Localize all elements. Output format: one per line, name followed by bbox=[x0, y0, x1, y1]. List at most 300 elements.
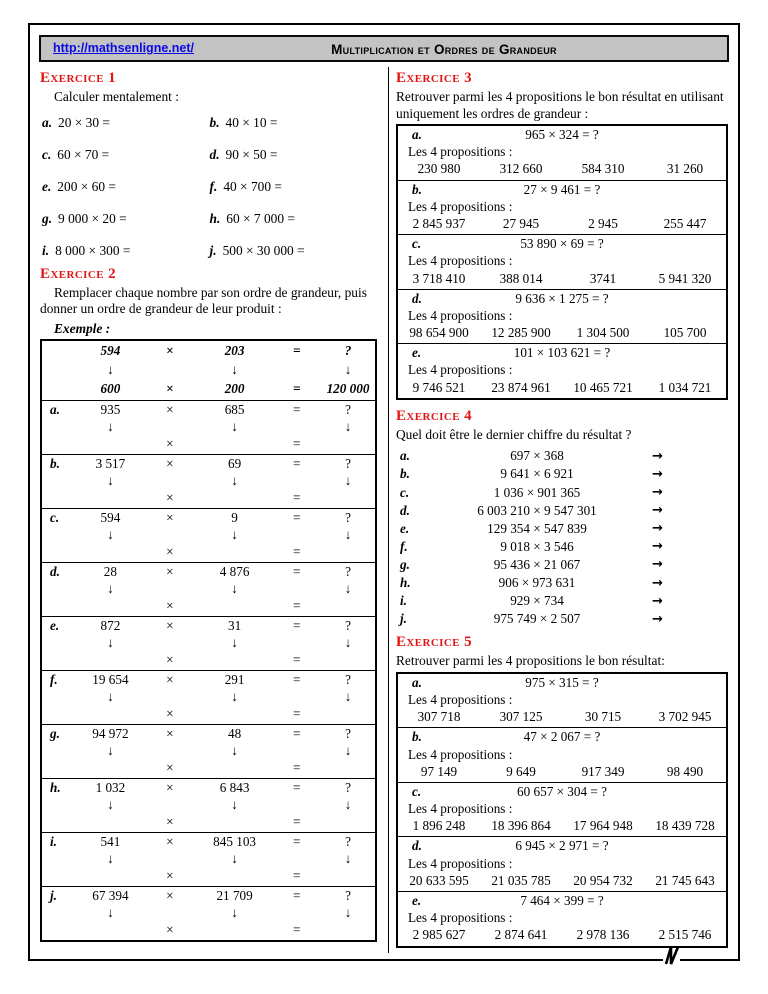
right-arrow-icon: → bbox=[652, 611, 663, 627]
factor-2: 48 bbox=[228, 726, 242, 741]
factor-1: 541 bbox=[100, 834, 121, 849]
propositions-label: Les 4 propositions : bbox=[408, 801, 513, 817]
equals-sign: = bbox=[292, 456, 301, 471]
equals-sign: = bbox=[292, 510, 301, 525]
mental-calc-item bbox=[42, 179, 210, 195]
example-factor-1: 594 bbox=[100, 343, 121, 358]
ex5-equation-line bbox=[398, 784, 726, 801]
exercise-3 bbox=[396, 70, 728, 400]
ex2-row-line-2 bbox=[42, 419, 375, 436]
down-arrow-icon: ↓ bbox=[231, 797, 238, 812]
ex4-row bbox=[396, 538, 728, 556]
times-sign: × bbox=[166, 490, 174, 505]
ex4-row bbox=[396, 465, 728, 483]
ex3-equation-line bbox=[398, 345, 726, 362]
ex2-example-row bbox=[42, 341, 375, 400]
expression: 906 × 973 631 bbox=[498, 575, 576, 591]
times-sign: × bbox=[166, 834, 174, 849]
row-letter: d. bbox=[412, 838, 422, 854]
ex2-row bbox=[42, 778, 375, 832]
ex3-equation-line bbox=[398, 182, 726, 199]
item-letter: h. bbox=[209, 210, 221, 226]
ex2-row-line-3 bbox=[42, 922, 375, 939]
expression: 95 436 × 21 067 bbox=[493, 556, 581, 572]
down-arrow-icon: ↓ bbox=[344, 581, 352, 596]
propositions-label: Les 4 propositions : bbox=[408, 307, 513, 323]
row-letter: c. bbox=[400, 484, 410, 500]
proposition-1: 3 718 410 bbox=[412, 270, 466, 286]
proposition-3: 30 715 bbox=[584, 709, 622, 725]
equals-sign: = bbox=[292, 922, 301, 937]
proposition-1: 20 633 595 bbox=[409, 872, 469, 888]
proposition-1: 307 718 bbox=[417, 709, 461, 725]
example-label: Exemple : bbox=[54, 320, 111, 336]
equation: 47 × 2 067 = ? bbox=[523, 729, 601, 745]
row-letter: e. bbox=[412, 345, 422, 361]
proposition-4: 105 700 bbox=[663, 325, 707, 341]
right-column bbox=[389, 67, 728, 953]
item-expression: 60 × 70 = bbox=[57, 146, 110, 162]
times-sign: × bbox=[166, 564, 174, 579]
factor-1: 67 394 bbox=[92, 888, 129, 903]
ex5-row bbox=[398, 891, 726, 946]
equation: 9 636 × 1 275 = ? bbox=[515, 290, 609, 306]
ex4-list bbox=[396, 447, 728, 628]
down-arrow-icon: ↓ bbox=[107, 743, 114, 758]
ex2-table bbox=[40, 339, 377, 942]
propositions-values bbox=[398, 161, 726, 178]
site-link[interactable]: http://mathsenligne.net/ bbox=[53, 41, 194, 55]
right-arrow-icon: → bbox=[652, 485, 663, 501]
ex5-equation-line bbox=[398, 893, 726, 910]
ex4-row bbox=[396, 502, 728, 520]
result-question-mark: ? bbox=[345, 888, 351, 903]
exercise-1 bbox=[40, 70, 377, 259]
ex3-row bbox=[398, 289, 726, 344]
ex2-row-line-3 bbox=[42, 598, 375, 615]
row-letter: b. bbox=[400, 466, 410, 482]
result-question-mark: ? bbox=[345, 564, 351, 579]
item-expression: 500 × 30 000 = bbox=[222, 242, 305, 258]
example-line-2 bbox=[42, 361, 375, 380]
exercise-5 bbox=[396, 634, 728, 947]
times-sign: × bbox=[166, 760, 174, 775]
factor-1: 28 bbox=[103, 564, 117, 579]
ex2-row-line-2 bbox=[42, 743, 375, 760]
ex2-row-line-3 bbox=[42, 814, 375, 831]
equals-sign: = bbox=[292, 672, 301, 687]
equals-sign: = bbox=[292, 544, 301, 559]
right-arrow-icon: → bbox=[652, 448, 663, 464]
ex2-row-line-1 bbox=[42, 402, 375, 419]
proposition-4: 31 260 bbox=[666, 161, 704, 177]
down-arrow-icon: ↓ bbox=[231, 851, 238, 866]
ex2-row-line-1 bbox=[42, 510, 375, 527]
result-question-mark: ? bbox=[345, 672, 351, 687]
ex3-row bbox=[398, 180, 726, 235]
proposition-2: 312 660 bbox=[499, 161, 543, 177]
down-arrow-icon: ↓ bbox=[107, 473, 114, 488]
proposition-1: 2 985 627 bbox=[412, 927, 466, 943]
proposition-4: 21 745 643 bbox=[655, 872, 715, 888]
ex5-row bbox=[398, 727, 726, 782]
down-arrow-icon: ↓ bbox=[107, 362, 114, 377]
mental-calc-item bbox=[210, 115, 378, 131]
header-bar bbox=[39, 35, 729, 62]
ex5-row bbox=[398, 674, 726, 728]
times-sign: × bbox=[166, 888, 174, 903]
row-letter: i. bbox=[50, 834, 57, 849]
item-expression: 200 × 60 = bbox=[57, 178, 116, 194]
factor-1: 935 bbox=[100, 402, 121, 417]
down-arrow-icon: ↓ bbox=[344, 851, 352, 866]
expression: 9 641 × 6 921 bbox=[500, 466, 574, 482]
proposition-2: 27 945 bbox=[502, 215, 540, 231]
example-magnitude-product: 120 000 bbox=[326, 381, 370, 396]
row-letter: h. bbox=[400, 575, 411, 591]
row-letter: c. bbox=[412, 236, 422, 252]
down-arrow-icon: ↓ bbox=[344, 689, 352, 704]
ex2-row-line-1 bbox=[42, 834, 375, 851]
proposition-2: 18 396 864 bbox=[491, 818, 551, 834]
row-letter: b. bbox=[412, 181, 422, 197]
down-arrow-icon: ↓ bbox=[344, 527, 352, 542]
item-expression: 8 000 × 300 = bbox=[55, 242, 131, 258]
equals-sign: = bbox=[292, 834, 301, 849]
propositions-label: Les 4 propositions : bbox=[408, 253, 513, 269]
ex3-row bbox=[398, 343, 726, 398]
ex5-equation-line bbox=[398, 675, 726, 692]
mental-calc-item bbox=[210, 243, 378, 259]
proposition-4: 18 439 728 bbox=[655, 818, 715, 834]
propositions-label: Les 4 propositions : bbox=[408, 910, 513, 926]
down-arrow-icon: ↓ bbox=[231, 689, 238, 704]
page-continuation-mark bbox=[654, 941, 694, 971]
down-arrow-icon: ↓ bbox=[107, 797, 114, 812]
times-sign: × bbox=[166, 436, 174, 451]
equals-sign: = bbox=[292, 814, 301, 829]
ex3-row bbox=[398, 234, 726, 289]
proposition-4: 255 447 bbox=[663, 215, 707, 231]
ex5-row bbox=[398, 836, 726, 891]
equation: 6 945 × 2 971 = ? bbox=[515, 838, 609, 854]
propositions-values bbox=[398, 873, 726, 890]
factor-2: 291 bbox=[224, 672, 245, 687]
mental-calc-item bbox=[42, 211, 210, 227]
ex2-row bbox=[42, 616, 375, 670]
exercise-4-heading: Exercice 4 bbox=[396, 407, 472, 424]
left-column bbox=[40, 67, 389, 953]
ex5-equation-line bbox=[398, 729, 726, 746]
columns bbox=[40, 67, 728, 953]
ex2-row-line-1 bbox=[42, 888, 375, 905]
equation: 7 464 × 399 = ? bbox=[520, 893, 604, 908]
expression: 129 354 × 547 839 bbox=[487, 520, 587, 536]
example-magnitude-1: 600 bbox=[100, 381, 121, 396]
equals-sign: = bbox=[292, 436, 301, 451]
times-sign: × bbox=[166, 652, 174, 667]
ex2-row-line-3 bbox=[42, 544, 375, 561]
propositions-label: Les 4 propositions : bbox=[408, 746, 513, 762]
exercise-4-intro: Quel doit être le dernier chiffre du résultat ? bbox=[396, 426, 632, 442]
result-question-mark: ? bbox=[345, 726, 351, 741]
factor-1: 94 972 bbox=[92, 726, 129, 741]
item-letter: i. bbox=[42, 242, 50, 258]
row-letter: d. bbox=[412, 290, 422, 306]
down-arrow-icon: ↓ bbox=[344, 473, 352, 488]
proposition-4: 5 941 320 bbox=[658, 270, 712, 286]
down-arrow-icon: ↓ bbox=[231, 473, 238, 488]
proposition-2: 388 014 bbox=[499, 270, 543, 286]
proposition-2: 21 035 785 bbox=[491, 872, 551, 888]
down-arrow-icon: ↓ bbox=[231, 362, 238, 377]
ex2-row-line-3 bbox=[42, 436, 375, 453]
propositions-label: Les 4 propositions : bbox=[408, 362, 513, 378]
equals-sign: = bbox=[292, 490, 301, 505]
equals-sign: = bbox=[292, 760, 301, 775]
factor-2: 4 876 bbox=[219, 564, 250, 579]
document-title: Multiplication et Ordres de Grandeur bbox=[331, 42, 557, 57]
proposition-1: 98 654 900 bbox=[409, 325, 469, 341]
ex2-row-line-3 bbox=[42, 760, 375, 777]
row-letter: d. bbox=[50, 564, 60, 579]
item-letter: b. bbox=[209, 114, 220, 130]
ex2-row bbox=[42, 400, 375, 454]
row-letter: h. bbox=[50, 780, 61, 795]
down-arrow-icon: ↓ bbox=[344, 905, 352, 920]
down-arrow-icon: ↓ bbox=[107, 581, 114, 596]
ex2-row-line-2 bbox=[42, 905, 375, 922]
propositions-values bbox=[398, 216, 726, 233]
result-question-mark: ? bbox=[345, 510, 351, 525]
equals-sign: = bbox=[292, 868, 301, 883]
row-letter: g. bbox=[50, 726, 60, 741]
down-arrow-icon: ↓ bbox=[107, 851, 114, 866]
times-sign: × bbox=[166, 726, 174, 741]
factor-2: 6 843 bbox=[219, 780, 250, 795]
exercise-2-intro: Remplacer chaque nombre par son ordre de grandeur, puis donner un ordre de grandeur de leur produit : bbox=[40, 284, 367, 316]
item-expression: 9 000 × 20 = bbox=[58, 210, 127, 226]
row-letter: d. bbox=[400, 502, 410, 518]
result-question-mark: ? bbox=[345, 834, 351, 849]
equals-sign: = bbox=[292, 402, 301, 417]
ex4-row bbox=[396, 447, 728, 465]
ex2-row bbox=[42, 832, 375, 886]
ex2-row-line-3 bbox=[42, 868, 375, 885]
down-arrow-icon: ↓ bbox=[231, 581, 238, 596]
row-letter: i. bbox=[400, 593, 407, 609]
propositions-values bbox=[398, 380, 726, 397]
ex2-row-line-1 bbox=[42, 456, 375, 473]
row-letter: a. bbox=[400, 448, 410, 464]
exercise-5-heading: Exercice 5 bbox=[396, 634, 472, 651]
propositions-values bbox=[398, 271, 726, 288]
example-line-1 bbox=[42, 342, 375, 361]
down-arrow-icon: ↓ bbox=[231, 527, 238, 542]
equals-sign: = bbox=[292, 564, 301, 579]
down-arrow-icon: ↓ bbox=[344, 635, 352, 650]
item-expression: 90 × 50 = bbox=[225, 146, 278, 162]
ex2-row bbox=[42, 454, 375, 508]
proposition-2: 12 285 900 bbox=[491, 325, 551, 341]
ex5-equation-line bbox=[398, 838, 726, 855]
down-arrow-icon: ↓ bbox=[107, 527, 114, 542]
ex5-table bbox=[396, 672, 728, 948]
down-arrow-icon: ↓ bbox=[231, 743, 238, 758]
down-arrow-icon: ↓ bbox=[344, 362, 352, 377]
row-letter: c. bbox=[412, 783, 422, 799]
proposition-3: 10 465 721 bbox=[573, 379, 633, 395]
ex2-row-line-1 bbox=[42, 618, 375, 635]
row-letter: e. bbox=[50, 618, 60, 633]
equals-sign: = bbox=[292, 598, 301, 613]
times-sign: × bbox=[166, 381, 174, 396]
ex2-row-line-2 bbox=[42, 851, 375, 868]
propositions-label: Les 4 propositions : bbox=[408, 691, 513, 707]
row-letter: j. bbox=[50, 888, 57, 903]
row-letter: a. bbox=[412, 127, 422, 142]
mental-calc-item bbox=[42, 115, 210, 131]
ex2-row-line-3 bbox=[42, 706, 375, 723]
down-arrow-icon: ↓ bbox=[344, 743, 352, 758]
equation: 60 657 × 304 = ? bbox=[517, 783, 607, 799]
proposition-3: 3741 bbox=[589, 270, 617, 286]
equation: 27 × 9 461 = ? bbox=[523, 181, 601, 197]
proposition-4: 98 490 bbox=[666, 763, 704, 779]
propositions-label: Les 4 propositions : bbox=[408, 198, 513, 214]
item-expression: 20 × 30 = bbox=[58, 114, 110, 130]
times-sign: × bbox=[166, 706, 174, 721]
ex4-row bbox=[396, 484, 728, 502]
ex4-row bbox=[396, 610, 728, 628]
equals-sign: = bbox=[292, 381, 301, 396]
mental-calc-item bbox=[210, 179, 378, 195]
down-arrow-icon: ↓ bbox=[107, 419, 114, 434]
ex5-row bbox=[398, 782, 726, 837]
result-question-mark: ? bbox=[345, 456, 351, 471]
equation: 975 × 315 = ? bbox=[525, 674, 599, 690]
factor-1: 872 bbox=[100, 618, 121, 633]
propositions-label: Les 4 propositions : bbox=[408, 855, 513, 871]
right-arrow-icon: → bbox=[652, 557, 663, 573]
ex3-equation-line bbox=[398, 127, 726, 144]
proposition-1: 1 896 248 bbox=[412, 818, 466, 834]
proposition-3: 17 964 948 bbox=[573, 818, 633, 834]
equals-sign: = bbox=[292, 780, 301, 795]
row-letter: e. bbox=[400, 520, 410, 536]
proposition-1: 97 149 bbox=[420, 763, 458, 779]
exercise-1-items bbox=[42, 115, 377, 259]
ex2-row-line-1 bbox=[42, 780, 375, 797]
ex4-row bbox=[396, 592, 728, 610]
mental-calc-item bbox=[210, 211, 378, 227]
exercise-1-intro: Calculer mentalement : bbox=[54, 89, 179, 104]
ex2-row-line-1 bbox=[42, 672, 375, 689]
propositions-values bbox=[398, 325, 726, 342]
exercise-4 bbox=[396, 408, 728, 628]
ex2-row-line-3 bbox=[42, 652, 375, 669]
ex2-row-line-2 bbox=[42, 473, 375, 490]
result-question-mark: ? bbox=[345, 618, 351, 633]
proposition-3: 2 978 136 bbox=[576, 927, 630, 943]
proposition-1: 2 845 937 bbox=[412, 215, 466, 231]
row-letter: b. bbox=[50, 456, 60, 471]
right-arrow-icon: → bbox=[652, 575, 663, 591]
times-sign: × bbox=[166, 544, 174, 559]
down-arrow-icon: ↓ bbox=[107, 905, 114, 920]
proposition-2: 2 874 641 bbox=[494, 927, 548, 943]
ex3-equation-line bbox=[398, 291, 726, 308]
item-letter: a. bbox=[42, 114, 53, 130]
ex2-row-line-1 bbox=[42, 564, 375, 581]
times-sign: × bbox=[166, 598, 174, 613]
equation: 53 890 × 69 = ? bbox=[520, 236, 604, 252]
exercise-2 bbox=[40, 266, 377, 942]
ex2-row-line-2 bbox=[42, 581, 375, 598]
equals-sign: = bbox=[292, 888, 301, 903]
right-arrow-icon: → bbox=[652, 593, 663, 609]
exercise-2-heading: Exercice 2 bbox=[40, 265, 116, 282]
proposition-1: 230 980 bbox=[417, 161, 461, 177]
proposition-3: 917 349 bbox=[581, 763, 625, 779]
example-factor-2: 203 bbox=[224, 343, 245, 358]
factor-1: 3 517 bbox=[95, 456, 126, 471]
proposition-3: 1 304 500 bbox=[576, 325, 630, 341]
down-arrow-icon: ↓ bbox=[107, 689, 114, 704]
proposition-2: 9 649 bbox=[506, 763, 536, 779]
factor-2: 31 bbox=[228, 618, 242, 633]
result-question-mark: ? bbox=[345, 780, 351, 795]
expression: 697 × 368 bbox=[510, 448, 564, 464]
equals-sign: = bbox=[292, 618, 301, 633]
down-arrow-icon: ↓ bbox=[107, 635, 114, 650]
down-arrow-icon: ↓ bbox=[231, 419, 238, 434]
row-letter: c. bbox=[50, 510, 60, 525]
down-arrow-icon: ↓ bbox=[344, 797, 352, 812]
worksheet-page bbox=[28, 23, 740, 961]
down-arrow-icon: ↓ bbox=[231, 635, 238, 650]
factor-2: 685 bbox=[224, 402, 245, 417]
example-result: ? bbox=[344, 343, 352, 358]
row-letter: a. bbox=[412, 674, 422, 690]
item-letter: d. bbox=[209, 146, 220, 162]
down-arrow-icon: ↓ bbox=[231, 905, 238, 920]
ex4-row bbox=[396, 574, 728, 592]
right-arrow-icon: → bbox=[652, 503, 663, 519]
factor-1: 19 654 bbox=[92, 672, 129, 687]
propositions-values bbox=[398, 709, 726, 726]
times-sign: × bbox=[166, 402, 174, 417]
times-sign: × bbox=[166, 618, 174, 633]
item-letter: j. bbox=[209, 242, 217, 258]
ex2-row-line-1 bbox=[42, 726, 375, 743]
proposition-4: 1 034 721 bbox=[658, 379, 712, 395]
expression: 6 003 210 × 9 547 301 bbox=[477, 502, 597, 518]
ex2-row bbox=[42, 670, 375, 724]
proposition-1: 9 746 521 bbox=[412, 379, 466, 395]
factor-2: 21 709 bbox=[216, 888, 253, 903]
proposition-2: 23 874 961 bbox=[491, 379, 551, 395]
proposition-2: 307 125 bbox=[499, 709, 543, 725]
factor-2: 845 103 bbox=[213, 834, 257, 849]
expression: 9 018 × 3 546 bbox=[500, 538, 574, 554]
item-letter: g. bbox=[42, 210, 53, 226]
factor-2: 9 bbox=[231, 510, 238, 525]
factor-2: 69 bbox=[228, 456, 242, 471]
right-arrow-icon: → bbox=[652, 466, 663, 482]
propositions-values bbox=[398, 764, 726, 781]
expression: 975 749 × 2 507 bbox=[493, 611, 581, 627]
